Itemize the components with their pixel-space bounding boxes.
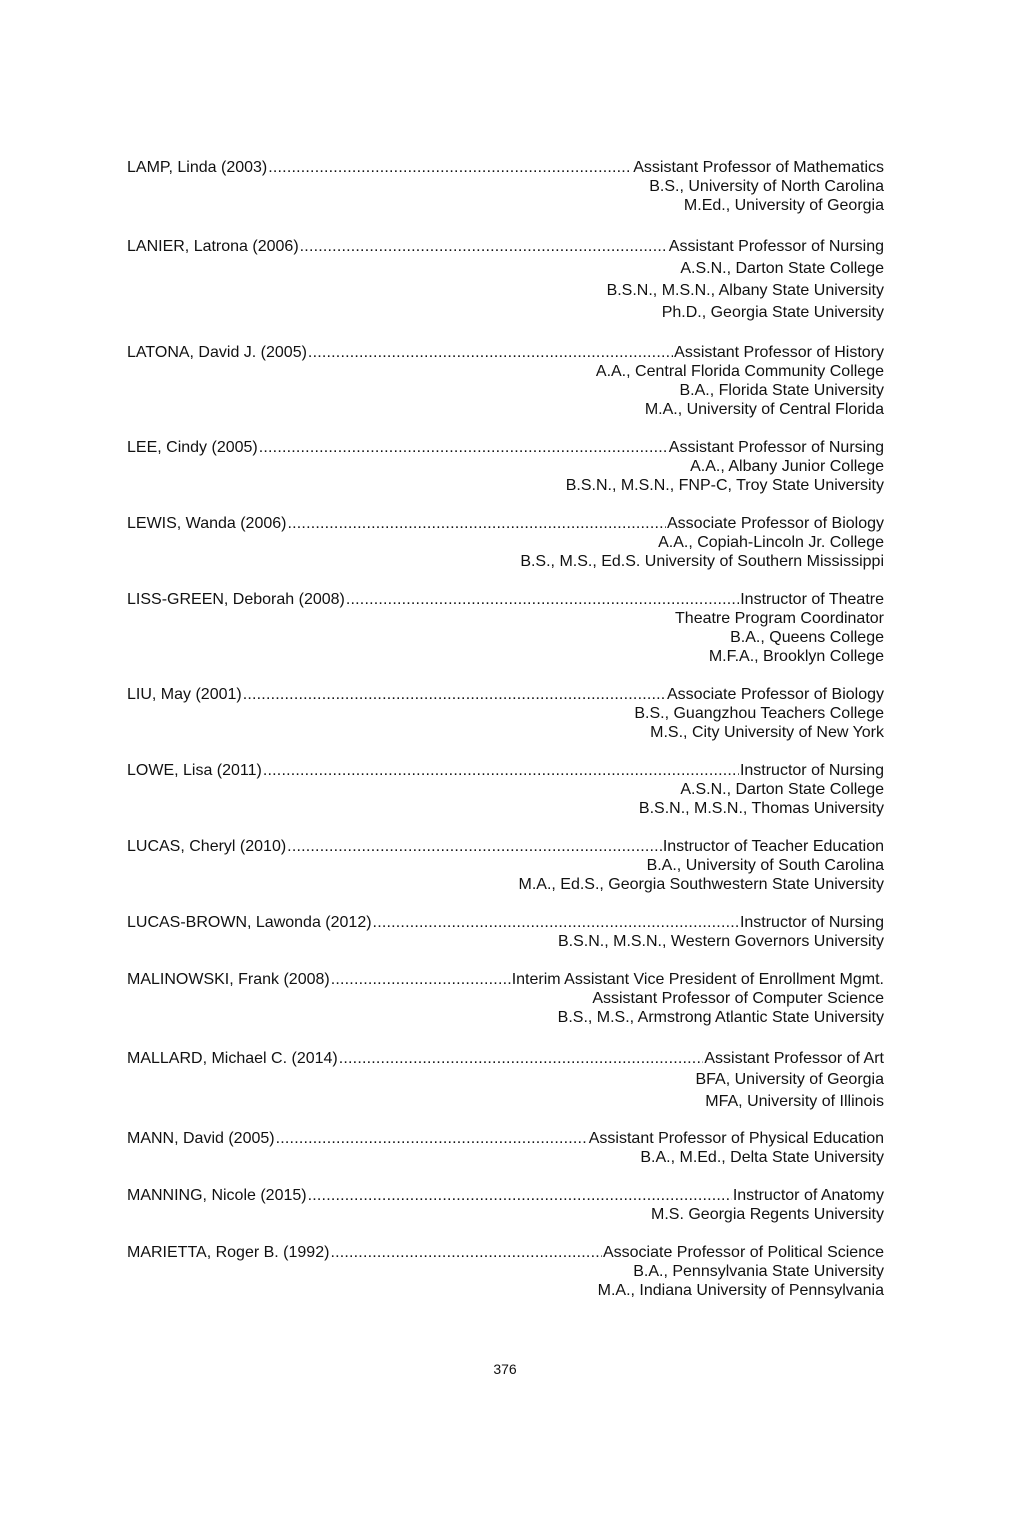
dot-leader (287, 837, 662, 856)
faculty-entry (127, 1243, 884, 1300)
dot-leader (276, 1129, 588, 1148)
faculty-credential: M.Ed., University of Georgia (683, 197, 884, 214)
faculty-entry (127, 837, 884, 894)
faculty-name: LISS-GREEN, Deborah (2008) (127, 591, 345, 608)
faculty-entry (127, 438, 884, 495)
faculty-name: MANN, David (2005) (127, 1130, 275, 1147)
faculty-name: MANNING, Nicole (2015) (127, 1187, 307, 1204)
faculty-directory (127, 158, 884, 1300)
faculty-credential: B.A., University of South Carolina (646, 857, 884, 874)
faculty-name: MALINOWSKI, Frank (2008) (127, 971, 330, 988)
entry-header (127, 837, 884, 856)
page-number: 376 (493, 1361, 517, 1377)
faculty-title: Assistant Professor of History (674, 344, 884, 361)
faculty-entry (127, 514, 884, 571)
faculty-entry (127, 590, 884, 666)
dot-leader (330, 1243, 602, 1262)
faculty-credential: A.A., Central Florida Community College (595, 363, 884, 380)
faculty-title: Assistant Professor of Art (704, 1050, 884, 1067)
faculty-name: LUCAS, Cheryl (2010) (127, 838, 287, 855)
faculty-credential: A.S.N., Darton State College (680, 260, 884, 277)
entry-header (127, 761, 884, 780)
dot-leader (268, 158, 632, 177)
faculty-credential: B.S., University of North Carolina (649, 178, 884, 195)
faculty-title: Instructor of Teacher Education (662, 838, 884, 855)
dot-leader (300, 236, 668, 258)
entry-header (127, 590, 884, 609)
faculty-entry (127, 761, 884, 818)
faculty-entry (127, 685, 884, 742)
faculty-title: Assistant Professor of Nursing (668, 238, 884, 255)
faculty-credential: A.A., Albany Junior College (690, 458, 884, 475)
faculty-title: Instructor of Nursing (739, 914, 884, 931)
entry-header (127, 158, 884, 177)
entry-header (127, 1243, 884, 1262)
entry-header (127, 438, 884, 457)
dot-leader (308, 343, 673, 362)
dot-leader (287, 514, 666, 533)
dot-leader (346, 590, 739, 609)
faculty-title: Instructor of Nursing (739, 762, 884, 779)
faculty-credential: M.A., Ed.S., Georgia Southwestern State University (518, 876, 884, 893)
faculty-title: Assistant Professor of Mathematics (633, 159, 884, 176)
faculty-credential: B.A., M.Ed., Delta State University (640, 1149, 884, 1166)
faculty-credential: M.S. Georgia Regents University (651, 1206, 884, 1223)
faculty-entry (127, 158, 884, 215)
entry-header (127, 685, 884, 704)
faculty-credential: MFA, University of Illinois (705, 1093, 884, 1110)
dot-leader (339, 1048, 704, 1069)
faculty-name: LUCAS-BROWN, Lawonda (2012) (127, 914, 372, 931)
faculty-entry (127, 236, 884, 324)
faculty-credential: B.S., M.S., Ed.S. University of Southern Mississippi (520, 553, 884, 570)
faculty-credential: B.S.N., M.S.N., Western Governors University (557, 933, 884, 950)
dot-leader (263, 761, 739, 780)
faculty-title: Interim Assistant Vice President of Enrollment Mgmt. (511, 971, 884, 988)
faculty-credential: B.S., Guangzhou Teachers College (634, 705, 884, 722)
entry-header (127, 1186, 884, 1205)
faculty-credential: B.S.N., M.S.N., FNP-C, Troy State University (565, 477, 884, 494)
faculty-title: Instructor of Anatomy (732, 1187, 884, 1204)
faculty-title: Assistant Professor of Physical Education (588, 1130, 884, 1147)
faculty-credential: M.A., University of Central Florida (644, 401, 884, 418)
faculty-credential: B.S.N., M.S.N., Thomas University (638, 800, 884, 817)
faculty-credential: A.S.N., Darton State College (680, 781, 884, 798)
faculty-entry (127, 970, 884, 1027)
faculty-entry (127, 343, 884, 419)
dot-leader (308, 1186, 732, 1205)
entry-header (127, 1129, 884, 1148)
dot-leader (259, 438, 668, 457)
faculty-credential: B.A., Florida State University (679, 382, 884, 399)
faculty-credential: B.S., M.S., Armstrong Atlantic State University (557, 1009, 884, 1026)
dot-leader (243, 685, 666, 704)
faculty-credential: Theatre Program Coordinator (675, 610, 884, 627)
entry-header (127, 343, 884, 362)
faculty-credential: B.A., Queens College (730, 629, 884, 646)
dot-leader (331, 970, 511, 989)
faculty-name: LATONA, David J. (2005) (127, 344, 307, 361)
entry-header (127, 1048, 884, 1069)
faculty-name: LANIER, Latrona (2006) (127, 238, 299, 255)
faculty-name: LAMP, Linda (2003) (127, 159, 268, 176)
faculty-credential: Ph.D., Georgia State University (661, 304, 884, 321)
faculty-credential: B.S.N., M.S.N., Albany State University (606, 282, 884, 299)
faculty-title: Instructor of Theatre (740, 591, 884, 608)
faculty-title: Assistant Professor of Nursing (668, 439, 884, 456)
faculty-title: Associate Professor of Biology (667, 515, 884, 532)
faculty-entry (127, 1186, 884, 1224)
entry-header (127, 514, 884, 533)
faculty-credential: B.A., Pennsylvania State University (633, 1263, 884, 1280)
faculty-credential: Assistant Professor of Computer Science (592, 990, 884, 1007)
faculty-name: MALLARD, Michael C. (2014) (127, 1050, 338, 1067)
faculty-entry (127, 1048, 884, 1113)
faculty-title: Associate Professor of Biology (667, 686, 884, 703)
faculty-credential: M.F.A., Brooklyn College (708, 648, 884, 665)
entry-header (127, 913, 884, 932)
faculty-name: LIU, May (2001) (127, 686, 242, 703)
faculty-entry (127, 1129, 884, 1167)
faculty-name: LEWIS, Wanda (2006) (127, 515, 287, 532)
dot-leader (373, 913, 739, 932)
faculty-name: MARIETTA, Roger B. (1992) (127, 1244, 330, 1261)
faculty-credential: M.S., City University of New York (650, 724, 884, 741)
entry-header (127, 970, 884, 989)
faculty-credential: A.A., Copiah-Lincoln Jr. College (658, 534, 884, 551)
entry-header (127, 236, 884, 258)
faculty-entry (127, 913, 884, 951)
faculty-name: LOWE, Lisa (2011) (127, 762, 262, 779)
faculty-credential: M.A., Indiana University of Pennsylvania (597, 1282, 884, 1299)
faculty-credential: BFA, University of Georgia (695, 1071, 884, 1088)
faculty-title: Associate Professor of Political Science (602, 1244, 884, 1261)
faculty-name: LEE, Cindy (2005) (127, 439, 258, 456)
